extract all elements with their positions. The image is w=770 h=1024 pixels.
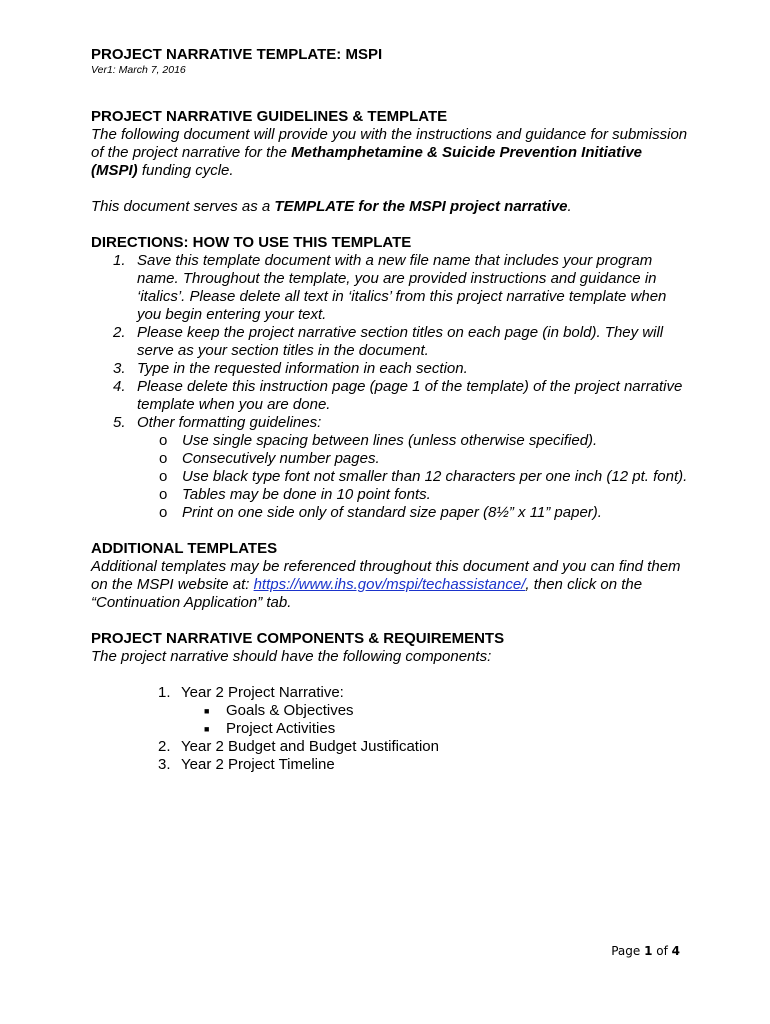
component-sub-item (181, 720, 691, 738)
version-line: Ver1: March 7, 2016 (91, 64, 186, 76)
components-list (91, 684, 691, 774)
direction-text: Please delete this instruction page (page 1 of the template) of the project narrative template when you are done. (137, 378, 683, 413)
page-number-footer (611, 943, 680, 959)
direction-text: Other formatting guidelines: (137, 414, 322, 431)
component-item (91, 756, 691, 774)
formatting-item (137, 504, 691, 522)
formatting-text: Tables may be done in 10 point fonts. (182, 486, 431, 503)
intro-text-2: funding cycle. (137, 162, 234, 179)
circle-bullet-icon: o (159, 432, 168, 449)
directions-section (91, 234, 691, 522)
component-text: Year 2 Budget and Budget Justification (181, 738, 439, 755)
serves-bold: TEMPLATE for the MSPI project narrative (274, 198, 568, 215)
circle-bullet-icon: o (159, 468, 168, 485)
additional-text-2: , then click on the “Continuation Application” tab. (91, 576, 643, 611)
component-text: Year 2 Project Narrative: (181, 684, 344, 701)
direction-text: Type in the requested information in each section. (137, 360, 468, 377)
direction-item (91, 324, 691, 360)
additional-text (91, 558, 691, 612)
page-label: Page (611, 944, 645, 958)
direction-number: 3. (113, 360, 126, 377)
document-body (91, 108, 691, 774)
square-bullet-icon: ■ (204, 706, 210, 716)
formatting-item (137, 468, 691, 486)
additional-templates-section (91, 540, 691, 612)
guidelines-section (91, 108, 691, 216)
additional-text-1: Additional templates may be referenced throughout this document and you can find them on the MSPI website at: (91, 558, 681, 593)
serves-text-2: . (567, 198, 572, 215)
intro-program-name: Methamphetamine & Suicide Prevention Initiative (MSPI) (91, 144, 643, 179)
page-of-label: of (652, 944, 672, 958)
component-item (91, 684, 691, 738)
serves-text-1: This document serves as a (91, 198, 275, 215)
direction-number: 5. (113, 414, 126, 431)
component-sub-text: Project Activities (226, 720, 336, 737)
component-number: 3. (158, 756, 171, 773)
directions-list (91, 252, 691, 522)
direction-number: 4. (113, 378, 126, 395)
components-intro: The project narrative should have the following components: (91, 648, 492, 665)
component-text: Year 2 Project Timeline (181, 756, 335, 773)
circle-bullet-icon: o (159, 504, 168, 521)
formatting-item (137, 432, 691, 450)
component-sub-text: Goals & Objectives (226, 702, 354, 719)
direction-number: 2. (113, 324, 126, 341)
direction-text: Please keep the project narrative section titles on each page (in bold). They will serve as your section titles in the document. (137, 324, 664, 359)
components-heading: PROJECT NARRATIVE COMPONENTS & REQUIREMENTS (91, 630, 505, 647)
direction-item (91, 252, 691, 324)
guidelines-intro (91, 126, 691, 180)
formatting-text: Use black type font not smaller than 12 characters per one inch (12 pt. font). (182, 468, 688, 485)
guidelines-heading: PROJECT NARRATIVE GUIDELINES & TEMPLATE (91, 108, 448, 125)
component-sub-item (181, 702, 691, 720)
formatting-text: Use single spacing between lines (unless otherwise specified). (182, 432, 598, 449)
formatting-text: Consecutively number pages. (182, 450, 380, 467)
square-bullet-icon: ■ (204, 724, 210, 734)
component-number: 2. (158, 738, 171, 755)
circle-bullet-icon: o (159, 486, 168, 503)
direction-item (91, 378, 691, 414)
current-page-number: 1 (644, 944, 653, 958)
document-title: PROJECT NARRATIVE TEMPLATE: MSPI (91, 46, 383, 63)
techassistance-link[interactable]: https://www.ihs.gov/mspi/techassistance/ (253, 576, 526, 593)
circle-bullet-icon: o (159, 450, 168, 467)
direction-text: Save this template document with a new file name that includes your program name. Throughout the template, you are provided instructions and guidance in ‘italics’. Please delete all text in ‘italics’ from this project narrative template when you begin entering your text. (137, 252, 667, 323)
component-number: 1. (158, 684, 171, 701)
formatting-text: Print on one side only of standard size paper (8½” x 11” paper). (182, 504, 602, 521)
direction-item (91, 414, 691, 522)
directions-heading: DIRECTIONS: HOW TO USE THIS TEMPLATE (91, 234, 412, 251)
direction-number: 1. (113, 252, 126, 269)
direction-item (91, 360, 691, 378)
formatting-item (137, 486, 691, 504)
formatting-guidelines-list (137, 432, 691, 522)
total-pages-number: 4 (671, 944, 680, 958)
intro-text-1: The following document will provide you with the instructions and guidance for submission of the project narrative for the (91, 126, 688, 161)
component-item (91, 738, 691, 756)
components-section (91, 630, 691, 774)
component-sub-list (181, 702, 691, 738)
formatting-item (137, 450, 691, 468)
template-statement (91, 198, 691, 216)
additional-heading: ADDITIONAL TEMPLATES (91, 540, 278, 557)
